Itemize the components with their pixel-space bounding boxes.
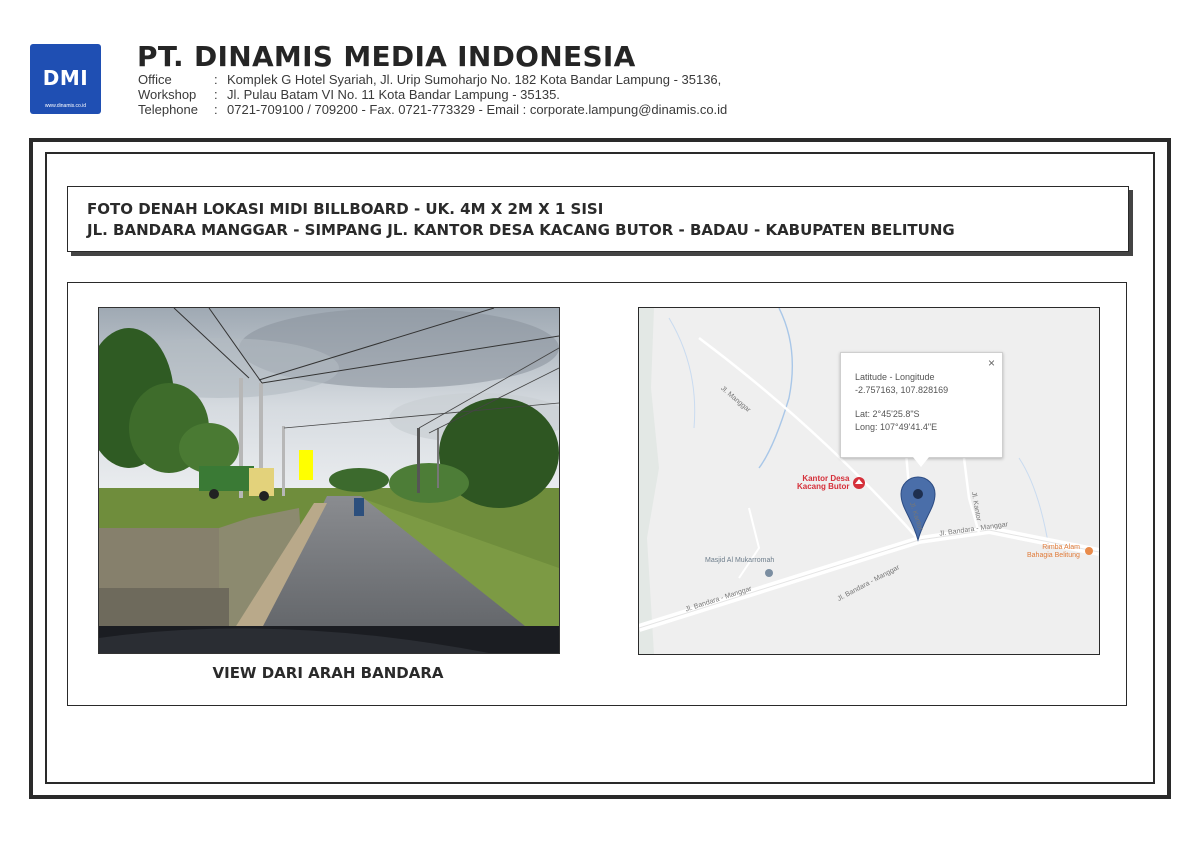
latlong-value: -2.757163, 107.828169 — [855, 385, 949, 395]
office-label: Office — [138, 72, 172, 87]
photo-caption: VIEW DARI ARAH BANDARA — [212, 664, 444, 682]
office-address: Komplek G Hotel Syariah, Jl. Urip Sumoharjo No. 182 Kota Bandar Lampung - 35136, — [227, 72, 722, 87]
workshop-row — [138, 87, 727, 102]
poi-masjid[interactable]: Masjid Al Mukarromah — [705, 557, 775, 564]
telephone-row — [138, 102, 727, 117]
poi-kantor-desa-line-1: Kantor Desa — [802, 474, 850, 483]
street-scene-illustration — [99, 308, 559, 653]
telephone-value: 0721-709100 / 709200 - Fax. 0721-773329 - Email : corporate.lampung@dinamis.co.id — [227, 102, 728, 117]
title-box — [67, 186, 1129, 252]
close-icon[interactable]: × — [987, 356, 995, 370]
road-label: Jl. Bandara - Manggar — [684, 585, 753, 614]
road-label: Jl. Manggar — [719, 385, 752, 414]
motorcyclist — [354, 498, 364, 516]
company-name: PT. DINAMIS MEDIA INDONESIA — [137, 40, 636, 73]
logo-abbreviation: DMI — [42, 66, 89, 90]
company-contact-info — [138, 72, 727, 117]
workshop-sep: : — [214, 87, 218, 102]
telephone-sep: : — [214, 102, 218, 117]
title-line-1: FOTO DENAH LOKASI MIDI BILLBOARD - UK. 4M X 2M X 1 SISI — [87, 200, 604, 218]
poi-rimba-alam-line-1: Rimba Alam — [1042, 544, 1080, 551]
poi-kantor-desa[interactable] — [797, 475, 849, 491]
location-map[interactable] — [638, 307, 1100, 655]
popup-tail — [913, 457, 929, 467]
road-label: Jl. Bandara - Manggar — [836, 564, 901, 603]
latitude-dms: Lat: 2°45'25.8"S — [855, 409, 920, 419]
latlong-label: Latitude - Longitude — [855, 372, 935, 382]
billboard-marker — [299, 450, 313, 480]
coordinates-popup — [840, 352, 1003, 458]
road-label: Jl. Kantor — [907, 501, 924, 532]
logo-url: www.dinamis.co.id — [44, 103, 87, 109]
road-label: Jl. Bandara - Manggar — [938, 521, 1009, 538]
office-row — [138, 72, 727, 87]
telephone-label: Telephone — [138, 102, 198, 117]
workshop-address: Jl. Pulau Batam VI No. 11 Kota Bandar Lampung - 35135. — [227, 87, 560, 102]
location-photo — [98, 307, 560, 654]
office-sep: : — [214, 72, 218, 87]
company-logo — [30, 44, 101, 114]
truck — [199, 466, 254, 491]
workshop-label: Workshop — [138, 87, 197, 102]
longitude-dms: Long: 107°49'41.4"E — [855, 422, 938, 432]
poi-kantor-desa-line-2: Kacang Butor — [797, 482, 850, 491]
rimba-alam-marker-icon[interactable] — [1085, 547, 1093, 555]
road-label: Jl. Kantor — [969, 491, 982, 522]
title-line-2: JL. BANDARA MANGGAR - SIMPANG JL. KANTOR DESA KACANG BUTOR - BADAU - KABUPATEN BELITUNG — [87, 221, 955, 239]
masjid-marker-icon[interactable] — [765, 569, 773, 577]
poi-rimba-alam-line-2: Bahagia Belitung — [1027, 552, 1080, 559]
poi-rimba-alam[interactable] — [1027, 544, 1080, 560]
